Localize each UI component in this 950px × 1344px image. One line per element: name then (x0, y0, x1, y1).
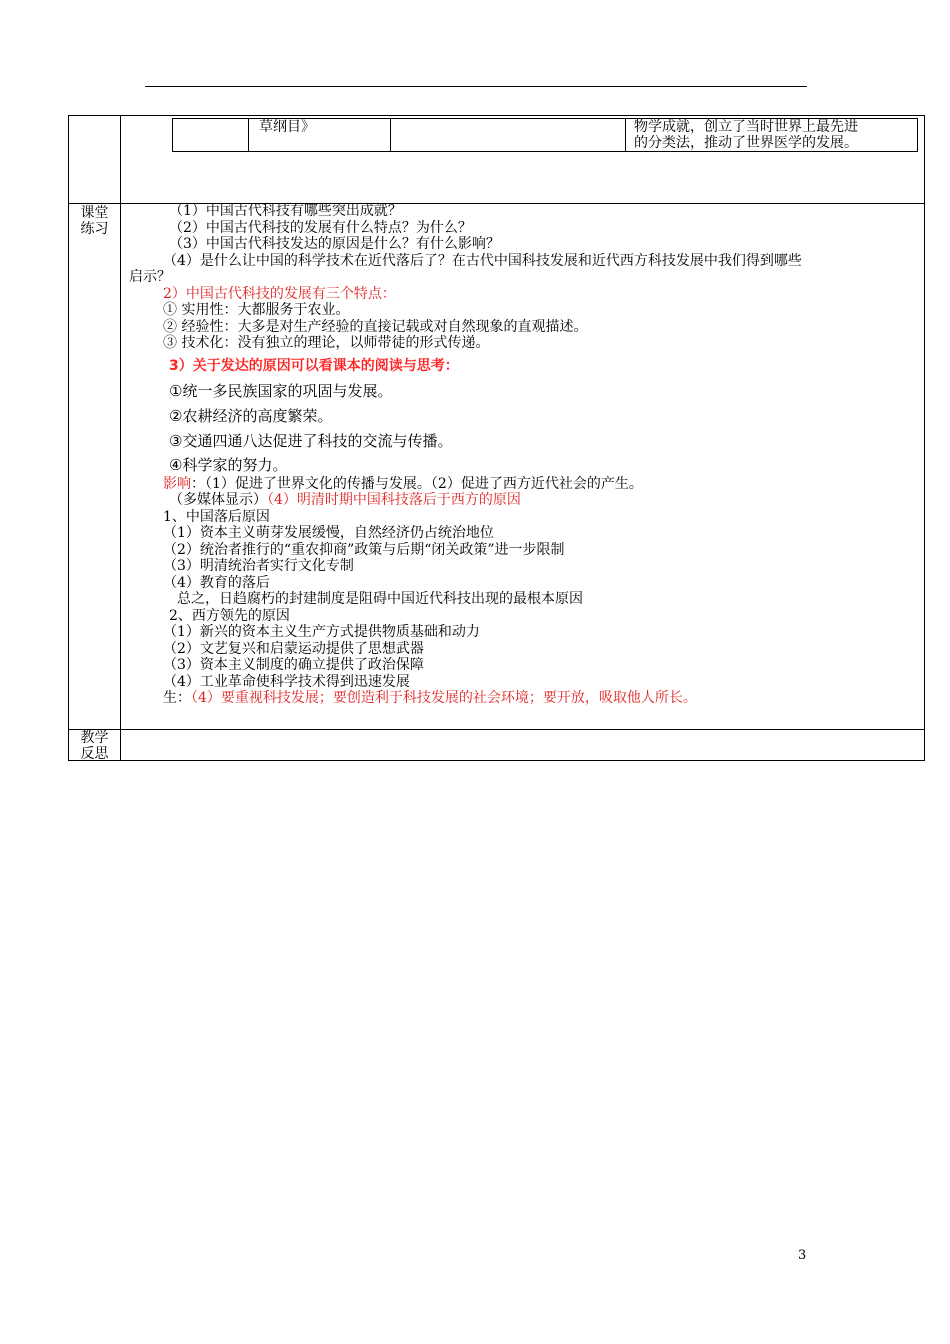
reason-3: ③交通四通八达促进了科技的交流与传播。 (169, 431, 453, 450)
media-title: （4）明清时期中国科技落后于西方的原因 (267, 492, 521, 508)
inner-cell-col2: 草纲目》 (259, 119, 315, 135)
china-reason-2: （2）统治者推行的“重农抑商”政策与后期“闭关政策”进一步限制 (163, 541, 565, 558)
inner-cell-col4 (634, 119, 919, 151)
reflection-label-line1: 教学 (80, 730, 109, 746)
reason-4: ④科学家的努力。 (169, 455, 288, 474)
question-3: （3）中国古代科技发达的原因是什么？有什么影响？ (169, 236, 500, 252)
inner-col-sep-2 (390, 119, 391, 151)
page-number: 3 (798, 1248, 807, 1263)
student-prefix: 生： (163, 690, 191, 706)
features-title: 2）中国古代科技的发展有三个特点： (163, 285, 396, 302)
inner-col-sep-1 (248, 119, 249, 151)
inner-col-sep-3 (625, 119, 626, 151)
label-column-divider (120, 116, 121, 760)
reflection-label (69, 730, 120, 762)
row-divider-bottom (69, 729, 924, 730)
reason-2: ②农耕经济的高度繁荣。 (169, 406, 333, 425)
media-line (129, 492, 919, 509)
west-reason-3: （3）资本主义制度的确立提供了政治保障 (163, 657, 424, 673)
inner-table-row (172, 118, 918, 152)
practice-label (69, 205, 120, 237)
header-rule (145, 86, 807, 87)
impact-label: 影响 (163, 475, 191, 492)
feature-2: ② 经验性：大多是对生产经验的直接记载或对自然现象的直观描述。 (163, 318, 588, 335)
media-prefix: （多媒体显示） (169, 492, 267, 508)
question-4-line1: （4）是什么让中国的科学技术在近代落后了？在古代中国科技发展和近代西方科技发展中我们得到哪些 (163, 252, 802, 269)
inner-cell-col4-line1: 物学成就，创立了当时世界上最先进 (634, 119, 858, 135)
practice-label-line1: 课堂 (80, 205, 109, 221)
student-answer: （4）要重视科技发展；要创造利于科技发展的社会环境；要开放，吸取他人所长。 (191, 690, 697, 706)
lesson-table (68, 115, 925, 761)
inner-cell-col4-line2: 的分类法，推动了世界医学的发展。 (634, 135, 858, 151)
question-1: （1）中国古代科技有哪些突出成就？ (169, 203, 402, 219)
practice-content (129, 203, 919, 707)
feature-1: ① 实用性：大都服务于农业。 (163, 302, 350, 318)
china-reason-4: （4）教育的落后 (163, 574, 270, 591)
china-reason-1: （1）资本主义萌芽发展缓慢，自然经济仍占统治地位 (163, 525, 494, 541)
west-reasons-title: 2、西方领先的原因 (169, 607, 290, 624)
question-4-line2: 启示？ (129, 269, 171, 285)
impact-line (129, 476, 919, 493)
impact-text: ：（1）促进了世界文化的传播与发展。（2）促进了西方近代社会的产生。 (191, 475, 643, 492)
reflection-label-line2: 反思 (80, 746, 109, 762)
west-reason-1: （1）新兴的资本主义生产方式提供物质基础和动力 (163, 624, 480, 640)
summary: 总之，日趋腐朽的封建制度是阻碍中国近代科技出现的最根本原因 (177, 591, 583, 607)
reasons-title: 3）关于发达的原因可以看课本的阅读与思考： (169, 357, 459, 374)
west-reason-4: （4）工业革命使科学技术得到迅速发展 (163, 673, 410, 690)
west-reason-2: （2）文艺复兴和启蒙运动提供了思想武器 (163, 640, 424, 657)
question-2: （2）中国古代科技的发展有什么特点？为什么？ (169, 219, 472, 236)
feature-3: ③ 技术化：没有独立的理论，以师带徒的形式传递。 (163, 335, 490, 351)
practice-label-line2: 练习 (80, 221, 109, 237)
reason-1: ①统一多民族国家的巩固与发展。 (169, 381, 393, 400)
china-reasons-title: 1、中国落后原因 (163, 508, 270, 525)
student-answer-line (129, 690, 919, 707)
china-reason-3: （3）明清统治者实行文化专制 (163, 558, 354, 574)
